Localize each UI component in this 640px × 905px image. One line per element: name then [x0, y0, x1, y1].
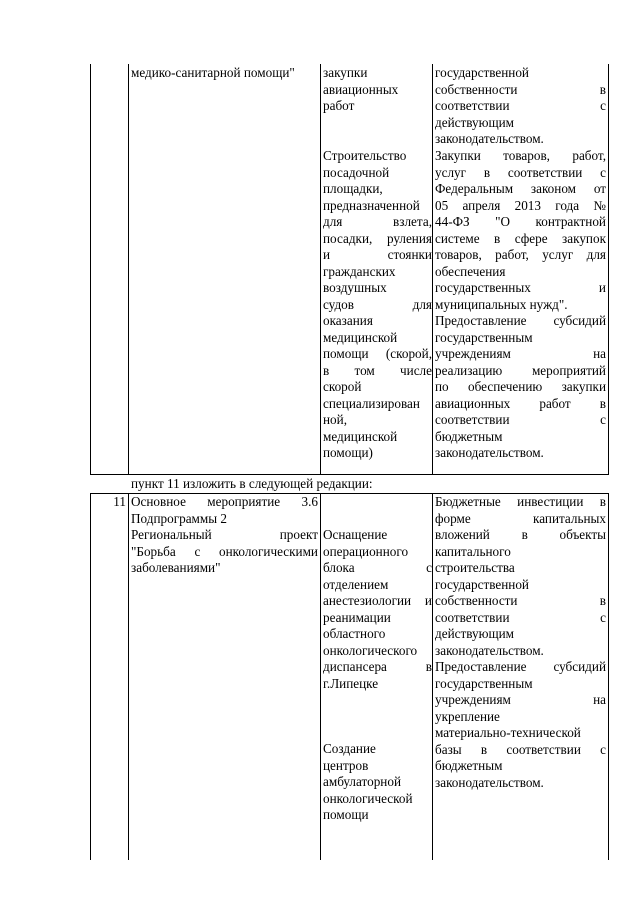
cell-text-line: 44-ФЗ "О контрактной [435, 214, 606, 229]
cell-text-line: для взлета, [323, 214, 432, 229]
cell-text-line: Федеральным законом от [435, 181, 606, 196]
cell-text-line: посадочной [323, 164, 390, 180]
cell-text-line: центров [323, 757, 369, 773]
cell-text-line: учреждениям на [435, 692, 606, 707]
table1-activity-cell [323, 65, 430, 115]
cell-text-line: законодательством. [435, 131, 544, 146]
cell-text-line: действующим [435, 114, 515, 130]
cell-text-line: медицинской [323, 329, 398, 345]
column-divider [320, 493, 321, 860]
cell-text-line: скорой [323, 379, 362, 394]
column-divider [432, 64, 433, 475]
cell-text-line: соответствии с [435, 609, 606, 625]
cell-text-line: укрепление [435, 708, 500, 724]
cell-text-line: государственной [435, 65, 529, 80]
cell-text-line: по обеспечению закупки [435, 379, 606, 394]
cell-text-line: заболеваниями" [131, 560, 221, 575]
column-divider [432, 493, 433, 860]
cell-text-line: Основное мероприятие 3.6 [131, 494, 318, 509]
cell-text-line: областного [323, 626, 386, 641]
cell-text-line: предназначенной [323, 197, 420, 213]
cell-text-line: посадки, руления [323, 230, 432, 246]
table1-activity-cell [323, 148, 432, 462]
cell-text-line: системе в сфере закупок [435, 230, 606, 246]
cell-text-line: г.Липецке [323, 675, 379, 691]
cell-text-line: форме капитальных [435, 510, 606, 526]
cell-text-line: реанимации [323, 609, 391, 625]
cell-text-line: амбулаторной [323, 774, 401, 789]
cell-text-line: помощи [323, 807, 369, 822]
cell-text-line: закупки [323, 65, 368, 80]
cell-text-line: Создание [323, 741, 376, 756]
cell-text-line: помощи) [323, 445, 373, 460]
cell-text-line: государственных и [435, 280, 606, 295]
cell-text-line: онкологического [323, 642, 418, 658]
cell-text-line: учреждениям на [435, 346, 606, 361]
table2-activity-cell [323, 527, 432, 692]
cell-text-line: "Борьба с онкологическими [131, 543, 318, 559]
cell-text-line: операционного [323, 543, 409, 559]
cell-text-line: материально-технической [435, 725, 581, 740]
row-number: 11 [113, 494, 126, 509]
cell-text-line: Региональный проект [131, 527, 318, 542]
cell-text-line: специализирован [323, 395, 420, 411]
cell-text-line: законодательством. [435, 642, 544, 658]
cell-text-line: гражданских [323, 263, 396, 279]
cell-text-line: помощи (скорой, [323, 346, 432, 361]
column-divider [128, 64, 129, 475]
cell-text-line: собственности в [435, 81, 606, 97]
cell-text-line: воздушных [323, 280, 387, 295]
cell-text-line: Закупки товаров, работ, [435, 148, 606, 163]
cell-text-line: отделением [323, 576, 389, 592]
cell-text-line: судов для [323, 296, 432, 312]
column-divider [128, 493, 129, 860]
cell-text-line: государственным [435, 329, 533, 345]
cell-text-line: законодательством. [435, 445, 544, 460]
cell-text-line: собственности в [435, 593, 606, 608]
cell-text-line: Оснащение [323, 527, 388, 542]
cell-text-line: анестезиологии и [323, 593, 432, 608]
column-divider [320, 64, 321, 475]
cell-text-line: Предоставление субсидий [435, 659, 606, 674]
cell-text-line: и стоянки [323, 247, 432, 262]
cell-text-line: авиационных работ в [435, 395, 606, 411]
cell-text-line: обеспечения [435, 263, 506, 279]
cell-text-line: вложений в объекты [435, 527, 606, 542]
cell-text-line: товаров, работ, услуг для [435, 247, 606, 262]
table2-activity-cell [323, 741, 432, 824]
cell-text-line: базы в соответствии с [435, 741, 606, 757]
cell-text-line: действующим [435, 626, 515, 641]
cell-text-line: строительства [435, 560, 515, 575]
table-border-bottom [90, 474, 609, 475]
cell-text-line: медико-санитарной помощи" [131, 65, 295, 80]
cell-text-line: бюджетным [435, 428, 503, 444]
table-border-left [90, 493, 91, 860]
cell-text-line: Бюджетные инвестиции в [435, 494, 606, 509]
cell-text-line: Строительство [323, 148, 407, 163]
table-border-right [608, 493, 609, 860]
cell-text-line: бюджетным [435, 758, 503, 773]
cell-text-line: Подпрограммы 2 [131, 510, 227, 526]
table2-name-cell [131, 494, 318, 577]
table-border-right [608, 64, 609, 475]
cell-text-line: диспансера в [323, 659, 432, 674]
table1-name-cell [131, 65, 318, 82]
cell-text-line: государственной [435, 576, 529, 592]
amendment-instruction: пункт 11 изложить в следующей редакции: [131, 476, 373, 491]
table1-finance-cell [435, 65, 606, 148]
table2-finance-cell [435, 494, 606, 791]
cell-text-line: работ [323, 98, 355, 113]
cell-text-line: услуг в соответствии с [435, 164, 606, 180]
cell-text-line: соответствии с [435, 98, 606, 113]
table1-finance-cell [435, 148, 606, 462]
cell-text-line: в том числе [323, 362, 432, 378]
cell-text-line: площадки, [323, 181, 383, 196]
cell-text-line: медицинской [323, 428, 398, 444]
cell-text-line: авиационных [323, 81, 399, 97]
cell-text-line: соответствии с [435, 412, 606, 427]
cell-text-line: онкологической [323, 790, 413, 806]
cell-text-line: Предоставление субсидий [435, 313, 606, 328]
cell-text-line: блока с [323, 560, 432, 575]
cell-text-line: реализацию мероприятий [435, 362, 606, 378]
table-border-left [90, 64, 91, 475]
cell-text-line: оказания [323, 313, 373, 328]
cell-text-line: 05 апреля 2013 года № [435, 197, 606, 213]
cell-text-line: государственным [435, 675, 533, 691]
cell-text-line: капитального [435, 543, 511, 559]
cell-text-line: законодательством. [435, 774, 544, 790]
cell-text-line: муниципальных нужд". [435, 296, 568, 312]
cell-text-line: ной, [323, 412, 348, 427]
